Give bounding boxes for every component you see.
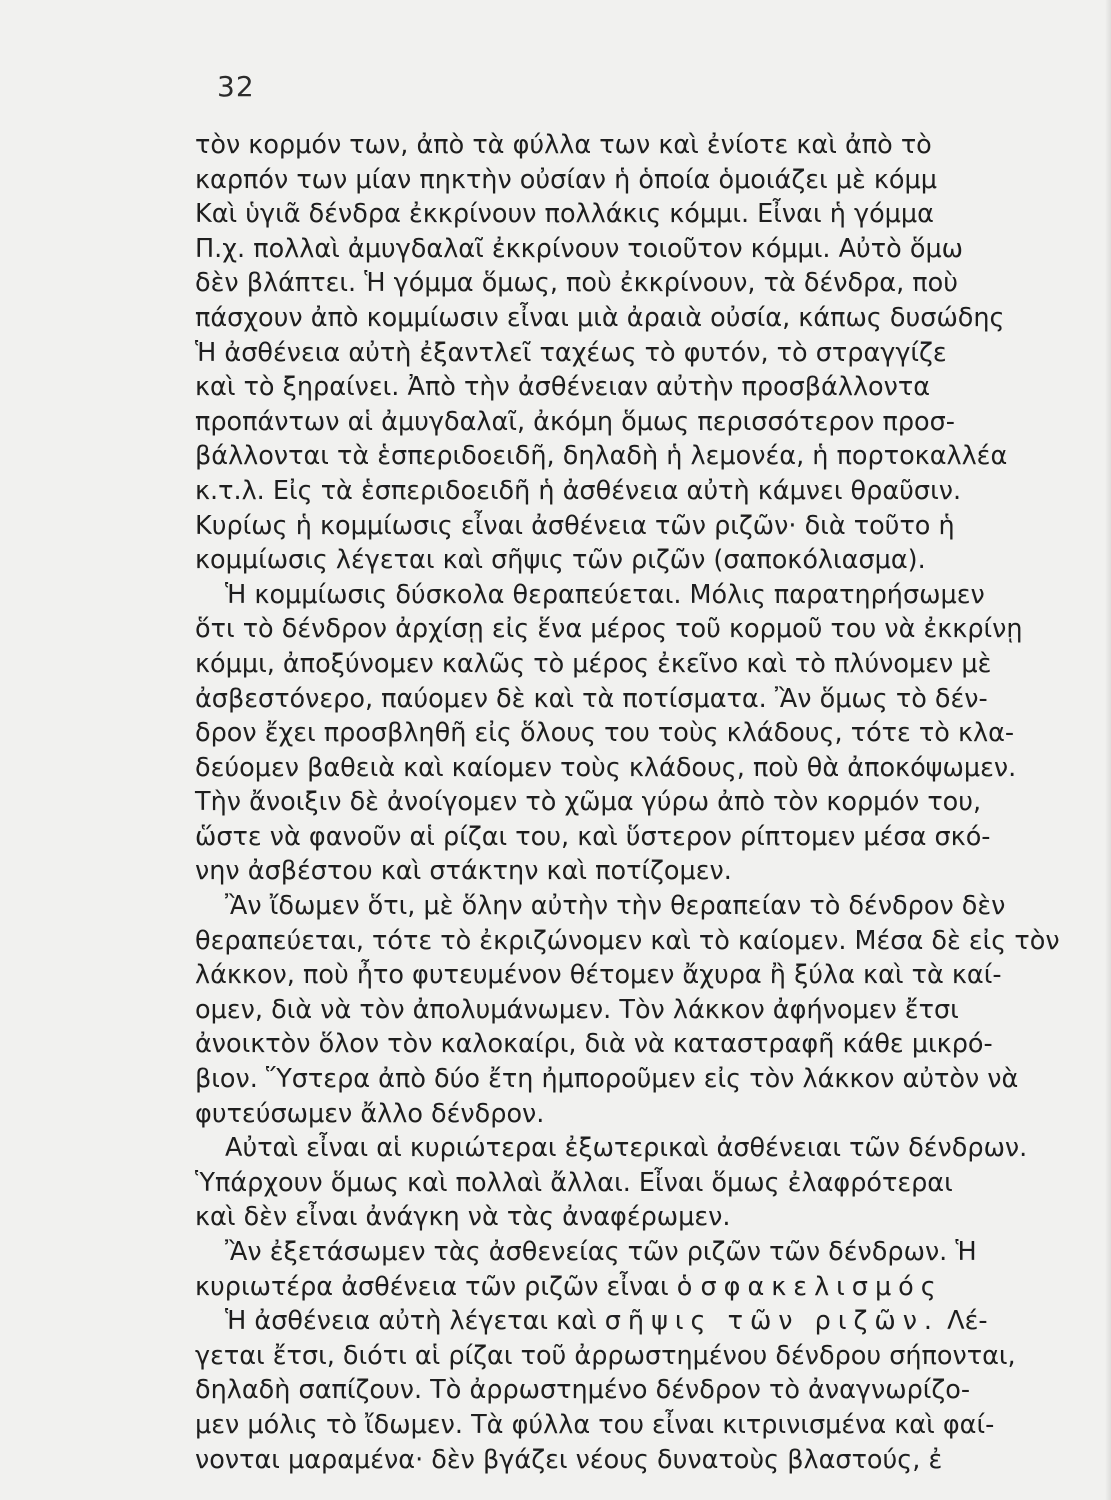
page-number: 32 <box>217 70 255 103</box>
text-line: δὲν βλάπτει. Ἡ γόμμα ὅμως, ποὺ ἐκκρίνουν, τὰ δένδρα, ποὺ <box>195 268 958 299</box>
paragraph-start-line <box>195 1304 1111 1339</box>
text-line: γεται ἔτσι, διότι αἱ ρίζαι τοῦ ἀρρωστημένου δένδρου σήπονται, <box>195 1340 1016 1371</box>
text-line: ἀνοικτὸν ὅλον τὸν καλοκαίρι, διὰ νὰ καταστραφῆ κάθε μικρό- <box>195 1029 993 1060</box>
text-line: δρον ἔχει προσβληθῆ εἰς ὅλους του τοὺς κλάδους, τότε τὸ κλα- <box>195 718 1015 749</box>
text-line: Καὶ ὑγιᾶ δένδρα ἐκκρίνουν πολλάκις κόμμι. Εἶναι ἡ γόμμα <box>195 199 934 230</box>
text-line: νονται μαραμένα· δὲν βγάζει νέους δυνατοὺς βλαστούς, ἐ <box>195 1444 943 1475</box>
text-line: θεραπεύεται, τότε τὸ ἐκριζώνομεν καὶ τὸ καίομεν. Μέσα δὲ εἰς τὸν <box>195 925 1060 956</box>
page-edge-shadow <box>1105 0 1111 1500</box>
spaced-term: σῆψις τῶν ριζῶν. <box>604 1306 940 1337</box>
text-line: καρπόν των μίαν πηκτὴν οὐσίαν ἡ ὁποία ὁμοιάζει μὲ κόμμ <box>195 164 937 195</box>
text-line: κ.τ.λ. Εἰς τὰ ἑσπεριδοειδῆ ἡ ἀσθένεια αὐτὴ κάμνει θραῦσιν. <box>195 475 962 506</box>
text-line: ἀσβεστόνερο, παύομεν δὲ καὶ τὰ ποτίσματα. Ἂν ὅμως τὸ δέν- <box>195 683 988 714</box>
body-text <box>195 128 1111 1477</box>
text-line: Ἡ ἀσθένεια αὐτὴ ἐξαντλεῖ ταχέως τὸ φυτόν, τὸ στραγγίζε <box>195 337 947 368</box>
text-line: κομμίωσις λέγεται καὶ σῆψις τῶν ριζῶν (σαποκόλιασμα). <box>195 545 926 576</box>
text-line: Κυρίως ἡ κομμίωσις εἶναι ἀσθένεια τῶν ριζῶν· διὰ τοῦτο ἡ <box>195 510 955 541</box>
text-line: Ὑπάρχουν ὅμως καὶ πολλαὶ ἄλλαι. Εἶναι ὅμως ἐλαφρότεραι <box>195 1167 953 1198</box>
text-line: ομεν, διὰ νὰ τὸν ἀπολυμάνωμεν. Τὸν λάκκον ἀφήνομεν ἔτσι <box>195 994 959 1025</box>
text-line: λάκκον, ποὺ ἦτο φυτευμένον θέτομεν ἄχυρα ἢ ξύλα καὶ τὰ καί- <box>195 960 1002 991</box>
text-line: Π.χ. πολλαὶ ἀμυγδαλαῖ ἐκκρίνουν τοιοῦτον κόμμι. Αὐτὸ ὅμω <box>195 233 964 264</box>
text-line: δηλαδὴ σαπίζουν. Τὸ ἀρρωστημένο δένδρον τὸ ἀναγνωρίζο- <box>195 1375 971 1406</box>
text-segment: κυριωτέρα ἀσθένεια τῶν ριζῶν εἶναι ὁ <box>195 1271 701 1302</box>
text-line: νην ἀσβέστου καὶ στάκτην καὶ ποτίζομεν. <box>195 856 732 887</box>
text-line: βάλλονται τὰ ἑσπεριδοειδῆ, δηλαδὴ ἡ λεμονέα, ἡ πορτοκαλλέα <box>195 441 1008 472</box>
text-line: προπάντων αἱ ἀμυγδαλαῖ, ἀκόμη ὅμως περισσότερον προσ- <box>195 406 956 437</box>
text-line: πάσχουν ἀπὸ κομμίωσιν εἶναι μιὰ ἀραιὰ οὐσία, κάπως δυσώδης <box>195 302 1005 333</box>
text-line: ὥστε νὰ φανοῦν αἱ ρίζαι του, καὶ ὕστερον ρίπτομεν μέσα σκό- <box>195 821 991 852</box>
text-line: βιον. Ὕστερα ἀπὸ δύο ἔτη ἠμποροῦμεν εἰς τὸν λάκκον αὐτὸν νὰ <box>195 1064 1019 1095</box>
paragraph-start-line: Ἡ κομμίωσις δύσκολα θεραπεύεται. Μόλις παρατηρήσωμεν <box>225 579 985 610</box>
text-segment: Ἡ ἀσθένεια αὐτὴ λέγεται καὶ <box>225 1306 605 1337</box>
text-line: Τὴν ἄνοιξιν δὲ ἀνοίγομεν τὸ χῶμα γύρω ἀπὸ τὸν κορμόν του, <box>195 787 982 818</box>
paragraph-start-line: Ἂν ἐξετάσωμεν τὰς ἀσθενείας τῶν ριζῶν τῶν δένδρων. Ἡ <box>225 1237 977 1267</box>
paragraph-start-line: Ἂν ἴδωμεν ὅτι, μὲ ὅλην αὐτὴν τὴν θεραπείαν τὸ δένδρον δὲν <box>225 891 1006 922</box>
text-line: ὅτι τὸ δένδρον ἀρχίσῃ εἰς ἕνα μέρος τοῦ κορμοῦ του νὰ ἐκκρίνῃ <box>195 614 1023 645</box>
text-line: μεν μόλις τὸ ἴδωμεν. Τὰ φύλλα του εἶναι κιτρινισμένα καὶ φαί- <box>195 1409 995 1440</box>
text-line: τὸν κορμόν των, ἀπὸ τὰ φύλλα των καὶ ἐνίοτε καὶ ἀπὸ τὸ <box>195 130 932 160</box>
text-line-with-spaced-term <box>195 1270 1111 1305</box>
spaced-term: σφακελισμός <box>700 1271 943 1302</box>
text-line: καὶ δὲν εἶναι ἀνάγκη νὰ τὰς ἀναφέρωμεν. <box>195 1202 731 1233</box>
text-segment: Λέ- <box>939 1306 988 1337</box>
text-line: δεύομεν βαθειὰ καὶ καίομεν τοὺς κλάδους, ποὺ θὰ ἀποκόψωμεν. <box>195 752 1017 783</box>
text-line: φυτεύσωμεν ἄλλο δένδρον. <box>195 1098 545 1129</box>
text-line: κόμμι, ἀποξύνομεν καλῶς τὸ μέρος ἐκεῖνο καὶ τὸ πλύνομεν μὲ <box>195 648 992 679</box>
paragraph-start-line: Αὐταὶ εἶναι αἱ κυριώτεραι ἐξωτερικαὶ ἀσθένειαι τῶν δένδρων. <box>225 1133 1028 1164</box>
text-line: καὶ τὸ ξηραίνει. Ἀπὸ τὴν ἀσθένειαν αὐτὴν προσβάλλοντα <box>195 372 931 403</box>
